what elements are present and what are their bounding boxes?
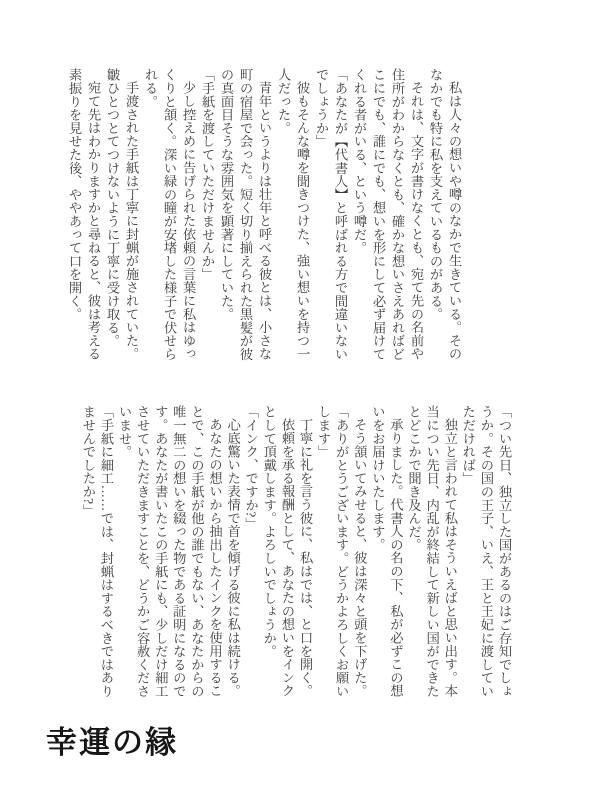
paragraph: 「あなたが【代書人】と呼ばれる方で間違いないでしょうか」 [314,68,348,361]
text-block-lower [79,405,513,703]
paragraph: 「手紙に細工……では、封蝋はするべきではありませんでしたか?」 [80,405,114,698]
paragraph: 「インク、ですか?」 [243,405,259,531]
paragraph: 「手紙を渡していただけませんか」 [200,68,215,281]
paragraph: 独立と言われて私はそういえばと思い出す。本当につい先日、内乱が終結して新しい国ができたとどこかで聞き及んだ。 [406,405,458,698]
paragraph: 手渡された手紙は丁寧に封蝋が施されていた。皺ひとつとてつけないように丁寧に受け取る。 [105,68,139,361]
paragraph: 彼もそんな噂を聞きつけた、強い想いを持つ一人だった。 [276,68,310,361]
paragraph: 青年というよりは壮年と呼べる彼とは、小さな町の宿屋で会った。短く切り揃えられた黒髪が彼の真面目そうな雰囲気を顕著にしていた。 [219,68,272,361]
paragraph: それは、文字が書けなくとも、宛て先の名前や住所がわからなくとも、確かな想いさえあればどこにでも、誰にでも、想いを形にして必ず届けてくれる者がいる、という噂だ。 [352,68,424,361]
paragraph: 宛て先はわかりますかと尋ねると、彼は考える素振りを見せた後、ややあって口を開く。 [67,68,101,361]
paragraph: 「つい先日、独立した国があるのはご存知でしょうか。その国の王子、いえ、王と王妃に渡していただければ」 [460,405,512,698]
paragraph: 「ありがとうございます。どうかよろしくお願いします」 [316,405,350,698]
text-block-upper [65,68,464,366]
page-title: 幸運の縁 [46,725,178,760]
paragraph: あなたの想いから抽出したインクを使用することで、この手紙が他の誰でもない、あなたからの唯一無二の想いを綴った物である証明になるのです。あなたが書いたこの手紙にも、少しだけ細工させていただきますことを、どうかご容赦くださいませ。 [117,405,223,698]
paragraph: 私は人々の想いや噂のなかで生きている。そのなかでも特に私を支えているものがある。 [428,68,462,361]
paragraph: そう頷いてみせると、彼は深々と頭を下げた。 [352,418,368,698]
paragraph: 少し控えめに告げられた依頼の言葉に私はゆっくりと頷く。深い緑の瞳が安堵した様子で伏せられる。 [143,68,196,361]
paragraph: 心底驚いた表情で首を傾げる彼に私は続ける。 [225,418,241,698]
paragraph: 丁寧に礼を言う彼に、私はでは、と口を開く。 [297,418,313,698]
paragraph: 依頼を承る報酬として、あなたの想いをインクとして頂戴します。よろしいでしょうか。 [261,405,295,698]
paragraph: 承りました。代書人の名の下、私が必ずこの想いをお届けいたします。 [370,405,404,698]
